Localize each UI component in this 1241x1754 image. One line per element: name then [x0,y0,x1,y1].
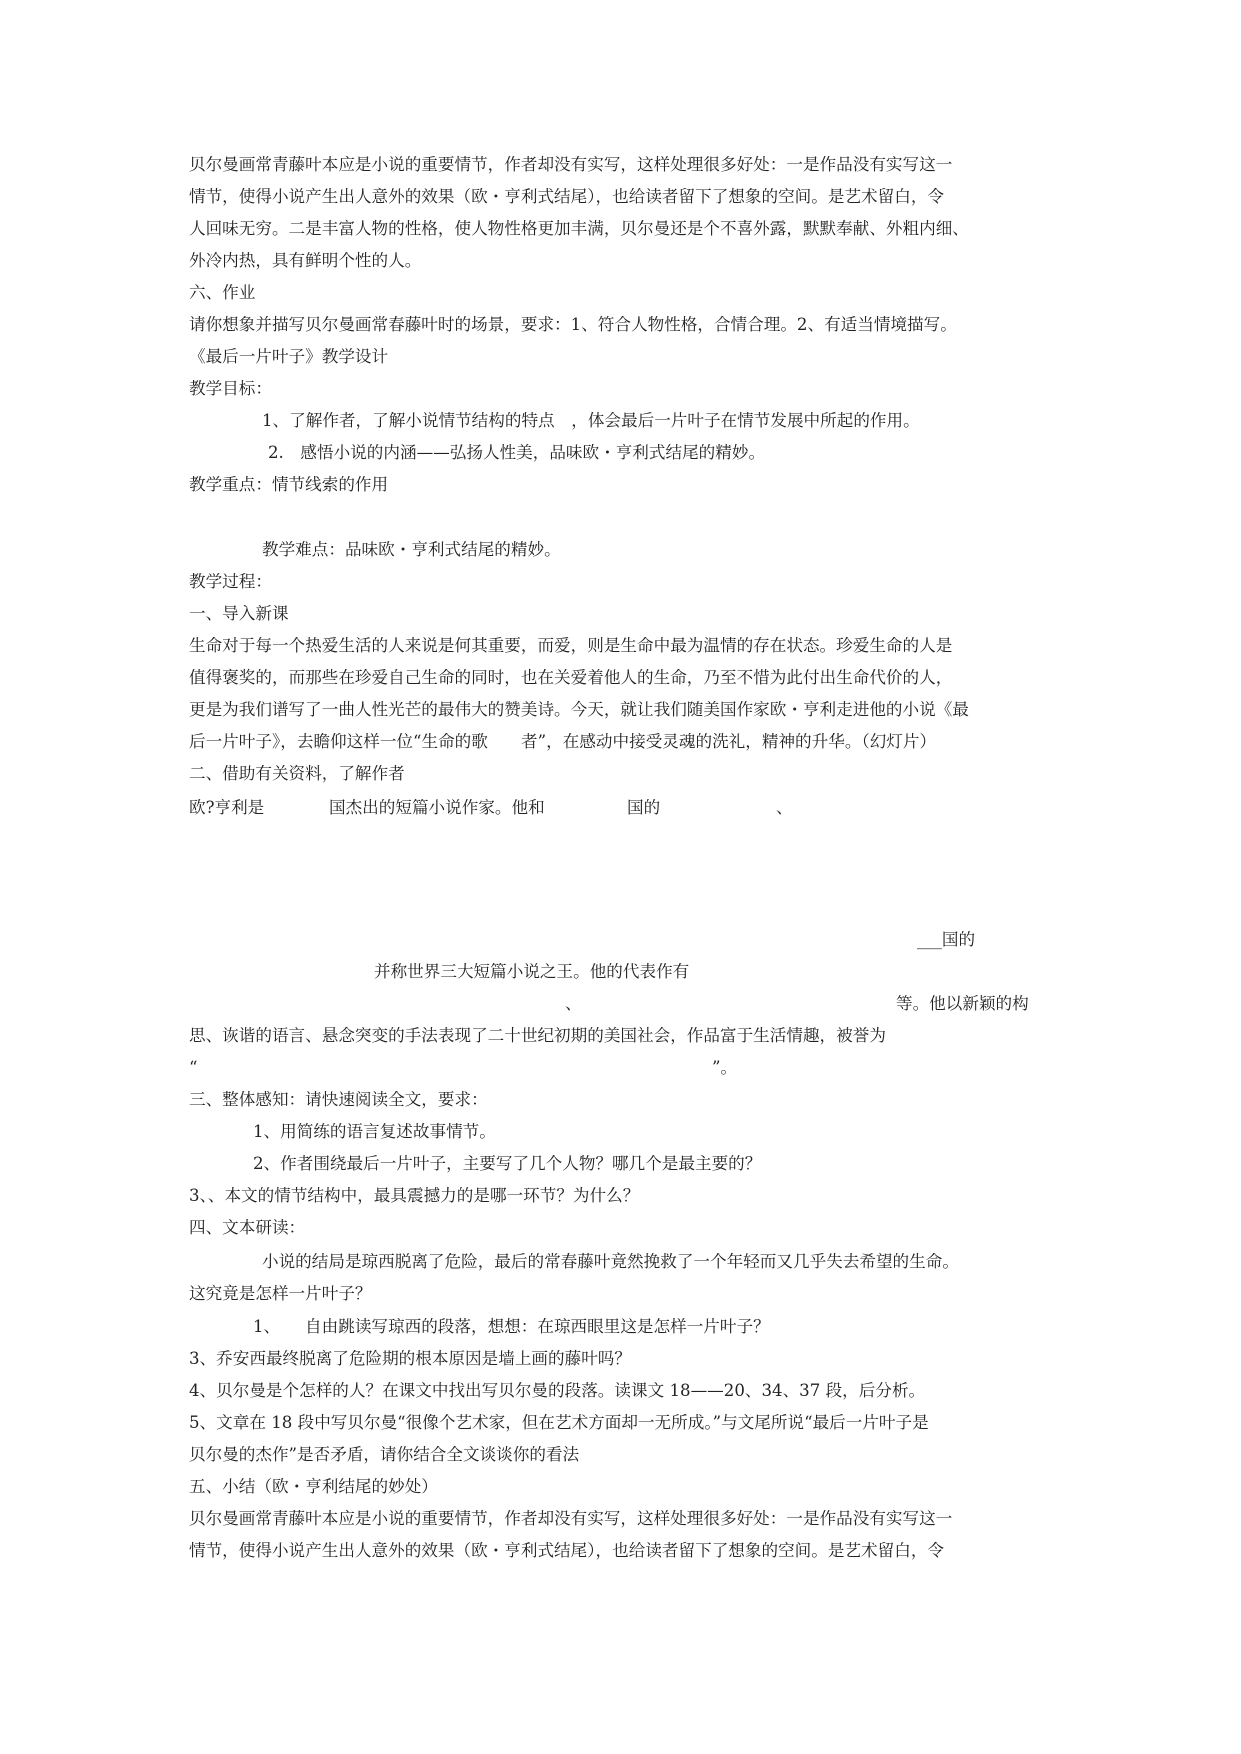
text-line: 教学重点：情节线索的作用 [189,475,389,494]
text-line: 更是为我们谱写了一曲人性光芒的最伟大的赞美诗。今天，就让我们随美国作家欧・亨利走进他的小说《最 [189,700,969,719]
text-line: 后一片叶子》，去瞻仰这样一位“生命的歌 者”，在感动中接受灵魂的洗礼，精神的升华。（幻灯片） [189,732,937,751]
text-line: 情节，使得小说产生出人意外的效果（欧・亨利式结尾），也给读者留下了想象的空间。是艺术留白，令 [189,187,945,206]
text-fragment: 欧?亨利是 [189,798,265,817]
text-line: 情节，使得小说产生出人意外的效果（欧・亨利式结尾），也给读者留下了想象的空间。是艺术留白，令 [189,1541,945,1560]
section-title: 五、小结（欧・亨利结尾的妙处） [189,1477,438,1496]
list-item: 1、 自由跳读写琼西的段落，想想：在琼西眼里这是怎样一片叶子？ [253,1317,770,1336]
section-title: 六、作业 [189,283,256,302]
text-fragment: 并称世界三大短篇小说之王。他的代表作有 [374,962,690,981]
text-fragment: 国杰出的短篇小说作家。他和 [329,798,545,817]
text-line: 值得褒奖的，而那些在珍爱自己生命的同时，也在关爱着他人的生命，乃至不惜为此付出生命代价的人， [189,668,953,687]
list-item: 1、用简练的语言复述故事情节。 [253,1122,496,1141]
text-line: 请你想象并描写贝尔曼画常春藤叶时的场景，要求：1、符合人物性格，合情合理。2、有适当情境描写。 [189,315,957,334]
text-fragment: 等。他以新颖的构 [896,994,1029,1013]
text-fragment: 、 [776,798,793,817]
section-title: 一、导入新课 [189,604,289,623]
text-line: 贝尔曼的杰作”是否矛盾，请你结合全文谈谈你的看法 [189,1445,580,1464]
document-title: 《最后一片叶子》教学设计 [189,347,389,366]
list-item: 5、文章在 18 段中写贝尔曼“很像个艺术家，但在艺术方面却一无所成。”与文尾所说“最后一片叶子是 [189,1413,929,1432]
section-title: 四、文本研读： [189,1218,306,1237]
section-title: 教学目标： [189,379,272,398]
text-fragment: “ [189,1058,198,1077]
section-title: 二、借助有关资料，了解作者 [189,764,405,783]
text-line: 思、诙谐的语言、悬念突变的手法表现了二十世纪初期的美国社会，作品富于生活情趣，被誉为 [189,1026,886,1045]
section-title: 三、整体感知：请快速阅读全文，要求： [189,1090,488,1109]
text-fragment: ”。 [712,1058,738,1077]
text-line: 这究竟是怎样一片叶子？ [189,1284,372,1303]
section-title: 教学过程： [189,572,272,591]
text-line: 生命对于每一个热爱生活的人来说是何其重要，而爱，则是生命中最为温情的存在状态。珍爱生命的人是 [189,636,953,655]
list-item: 2、作者围绕最后一片叶子，主要写了几个人物？哪几个是最主要的？ [253,1154,762,1173]
text-line: 小说的结局是琼西脱离了危险，最后的常春藤叶竟然挽救了一个年轻而又几乎失去希望的生命。 [262,1252,959,1271]
text-fragment: ___国的 [917,930,976,949]
text-line: 人回味无穷。二是丰富人物的性格，使人物性格更加丰满，贝尔曼还是个不喜外露，默默奉献、外粗内细、 [189,219,969,238]
text-fragment: 国的 [627,798,661,817]
text-line: 贝尔曼画常青藤叶本应是小说的重要情节，作者却没有实写，这样处理很多好处：一是作品没有实写这一 [189,1509,953,1528]
text-line: 贝尔曼画常青藤叶本应是小说的重要情节，作者却没有实写，这样处理很多好处：一是作品没有实写这一 [189,155,953,174]
list-item: 1、了解作者，了解小说情节结构的特点 ，体会最后一片叶子在情节发展中所起的作用。 [262,411,920,430]
list-item: 3、乔安西最终脱离了危险期的根本原因是墙上画的藤叶吗？ [189,1349,631,1368]
text-fragment: 、 [565,994,582,1013]
text-line: 教学难点：品味欧・亨利式结尾的精妙。 [262,540,561,559]
list-item: 4、贝尔曼是个怎样的人？在课文中找出写贝尔曼的段落。读课文 18——20、34、37 段，后分析。 [189,1381,926,1400]
list-item: 3、、本文的情节结构中，最具震撼力的是哪一环节？为什么？ [189,1186,640,1205]
text-line: 外冷内热，具有鲜明个性的人。 [189,251,422,270]
list-item: 2. 感悟小说的内涵——弘扬人性美，品味欧・亨利式结尾的精妙。 [268,443,766,462]
